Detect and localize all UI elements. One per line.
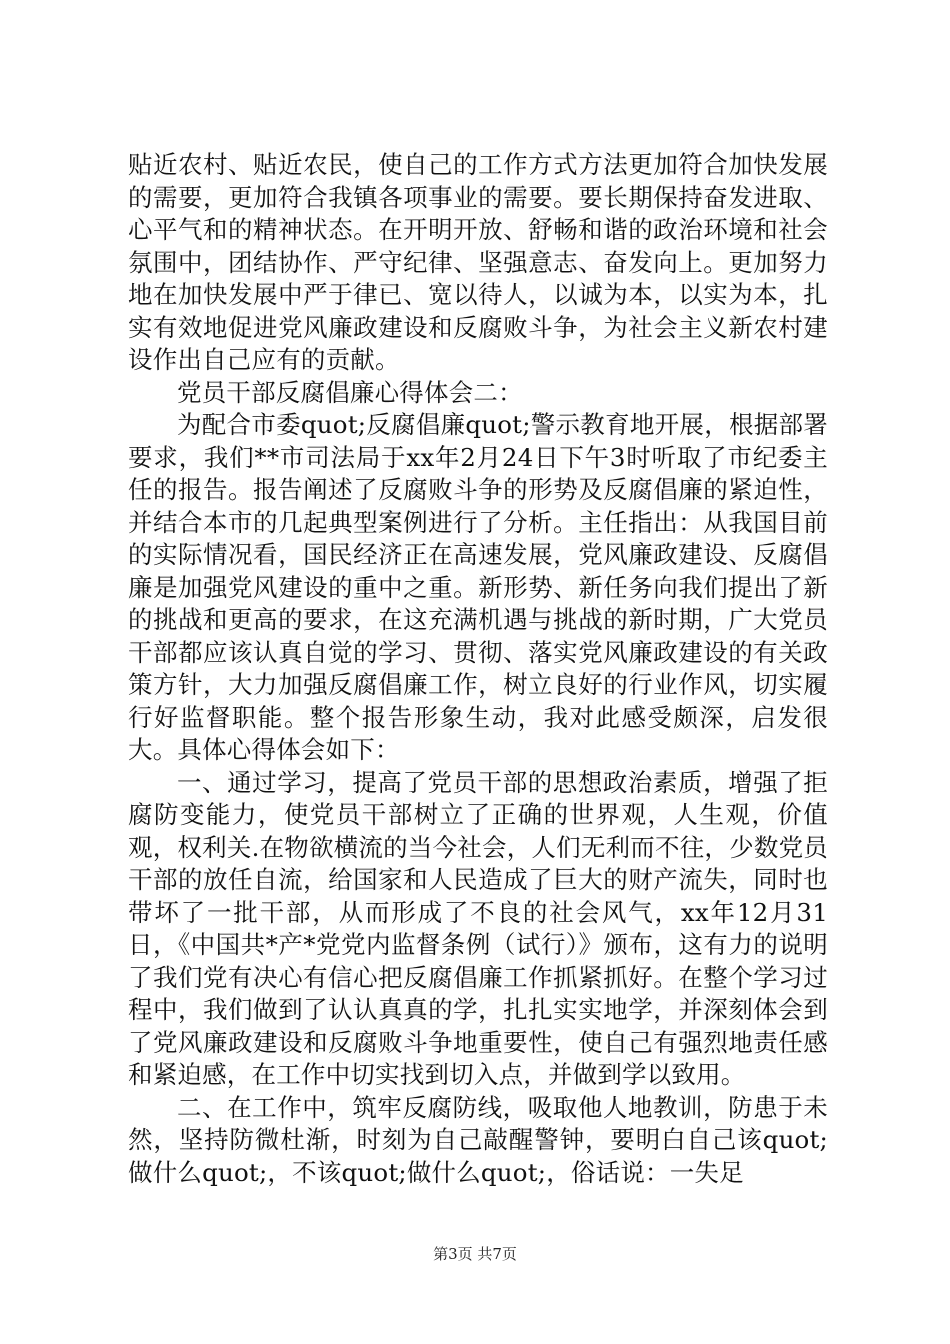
paragraph-point-two: 二、在工作中，筑牢反腐防线，吸取他人地教训，防患于未然，坚持防微杜渐，时刻为自己敲醒警钟，要明白自己该quot;做什么quot;，不该quot;做什么quot;，俗话说：一失足 (128, 1092, 828, 1187)
page-footer: 第3页 共7页 (433, 1245, 517, 1263)
section-heading: 党员干部反腐倡廉心得体会二： (177, 377, 523, 407)
document-body (128, 149, 828, 1189)
paragraph-point-one: 一、通过学习，提高了党员干部的思想政治素质，增强了拒腐防变能力，使党员干部树立了正确的世界观，人生观，价值观，权利关.在物欲横流的当今社会，人们无利而不往，少数党员干部的放任自流，给国家和人民造成了巨大的财产流失，同时也带坏了一批干部，从而形成了不良的社会风气，xx年12月31日，《中国共*产*党党内监督条例（试行）》颁布，这有力的说明了我们党有决心有信心把反腐倡廉工作抓紧抓好。在整个学习过程中，我们做到了认认真真的学，扎扎实实地学，并深刻体会到了党风廉政建设和反腐败斗争地重要性，使自己有强烈地责任感和紧迫感，在工作中切实找到切入点，并做到学以致用。 (128, 767, 828, 1089)
paragraph-intro: 为配合市委quot;反腐倡廉quot;警示教育地开展，根据部署要求，我们**市司法局于xx年2月24日下午3时听取了市纪委主任的报告。报告阐述了反腐败斗争的形势及反腐倡廉的紧迫性，并结合本市的几起典型案例进行了分析。主任指出：从我国目前的实际情况看，国民经济正在高速发展，党风廉政建设、反腐倡廉是加强党风建设的重中之重。新形势、新任务向我们提出了新的挑战和更高的要求，在这充满机遇与挑战的新时期，广大党员干部都应该认真自觉的学习、贯彻、落实党风廉政建设的有关政策方针，大力加强反腐倡廉工作，树立良好的行业作风，切实履行好监督职能。整个报告形象生动，我对此感受颇深，启发很大。具体心得体会如下： (128, 410, 828, 764)
paragraph-continuation: 贴近农村、贴近农民，使自己的工作方式方法更加符合加快发展的需要，更加符合我镇各项事业的需要。要长期保持奋发进取、心平气和的精神状态。在开明开放、舒畅和谐的政治环境和社会氛围中，团结协作、严守纪律、坚强意志、奋发向上。更加努力地在加快发展中严于律已、宽以待人，以诚为本，以实为本，扎实有效地促进党风廉政建设和反腐败斗争，为社会主义新农村建设作出自己应有的贡献。 (128, 150, 828, 374)
